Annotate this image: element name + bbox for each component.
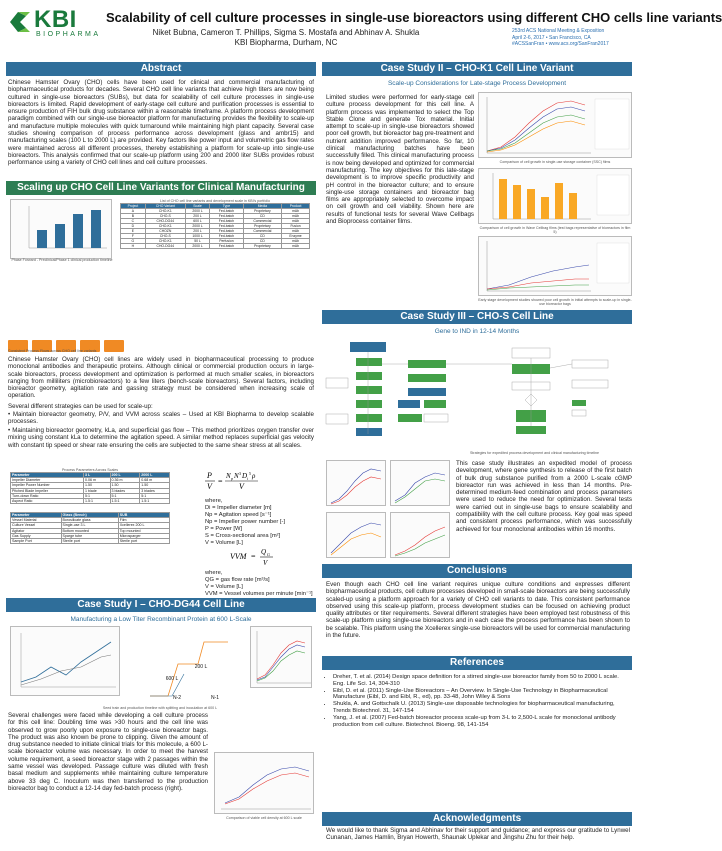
case1-growth-svg — [251, 627, 313, 689]
svg-text:V: V — [263, 559, 268, 567]
table-cell: Fed-batch — [210, 219, 243, 224]
cell-line-table-row — [121, 244, 310, 249]
table-cell: 0.06 m — [84, 478, 111, 483]
label-n2: N-2 — [172, 695, 182, 701]
table-cell: CHO-K1 — [145, 224, 185, 229]
table-cell: CD — [243, 239, 282, 244]
table-cell: 3 blades — [140, 488, 170, 493]
table-cell: B — [121, 214, 146, 219]
scaling-heading: Scaling up CHO Cell Line Variants for Clinical Manufacturing — [6, 181, 316, 195]
table-cell: mAb — [282, 209, 310, 214]
conclusions-text: Even though each CHO cell line variant requires unique culture conditions and expresses different biopharmaceutical products, cell culture processes developed in small-scale bioreactors are being successfully scaled-up using a platform approach for a variety of CHO cell variants to date. This consistent performance observed using this scale-up platform, process development studies can be focused on achieving product quality attributes or titer requirements. Several different strategies have been employed test robustness of this scale-up platform using single-use bioreactors and in each case the process performance has been shown to be scalable. This platform using the Xcellerex single-use bioreactors will be used for commercial manufacturing in the future. — [326, 581, 630, 640]
kbi-logo-icon — [8, 8, 32, 36]
label-600l: 600 L — [165, 676, 179, 682]
case1-chart-caption: Comparison of viable cell density at 600 L scale — [226, 816, 302, 820]
table-cell: Product — [282, 204, 310, 209]
reference-item: • Shukla, A. and Gottschalk U. (2013) Single-use disposable technologies for biopharmaceutical manufacturing, Trends Biotechnol. 31, 147-154 — [333, 701, 630, 715]
case1-subheading: Manufacturing a Low Titer Recombinant Protein at 600 L-Scale — [70, 616, 252, 623]
poster-title: Scalability of cell culture processes in single-use bioreactors using different CHO cells line variants — [106, 10, 722, 25]
table-cell: G — [121, 239, 146, 244]
table-cell: A — [121, 209, 146, 214]
table-cell: mAb — [282, 239, 310, 244]
kbi-logo — [8, 6, 101, 42]
svg-text:N: N — [226, 472, 231, 480]
table-cell: 5:1 — [84, 493, 111, 498]
conference-info — [512, 28, 632, 48]
case2-heading: Case Study II – CHO-K1 Cell Line Variant — [322, 62, 632, 76]
svg-text:=: = — [218, 477, 223, 486]
params-caption: Process Parameters Across Scales — [61, 468, 119, 472]
svg-text:5: 5 — [249, 471, 251, 476]
table-cell: Fed-batch — [210, 224, 243, 229]
abstract-text: Chinese Hamster Ovary (CHO) cells have been used for clinical and commercial manufacturing of biopharmaceutical products for decades. Several CHO cell line variants that achieve high titers are now being cultured in single-use bioreactors (SUBs), but data for scalability of cell culture processes in single-use bioreactors is limited. Rapid development of early-stage cell culture and purification processes is essential to ensure production of FIH bulk drug substance within a reasonable timeframe. A platform process development paradigm combined with our single-use bioreactor platform for manufacturing provides the flexibility to scale-up and manufacture multiple molecules with quick turnaround while maintaining high plant capacity. Several case studies showing comparison of process performance across development (glass and ambr15) and manufacturing scales (100 L to 2000 L) are provided. Key factors like power input and volumetric gas flow rates were maintained across all different processes, thereby establishing a platform for scale-up into single-use bioreactors. This analysis confirmed that our scale-up platform using 200 and 2000 liter SUBs provides robust performance using a variety of CHO cell lines and cell culture processes. — [8, 79, 314, 167]
case3-chart-4 — [390, 512, 450, 558]
case2-growth-svg — [479, 237, 633, 297]
table-cell: mAb — [282, 244, 310, 249]
case3-chart-3-svg — [327, 513, 387, 559]
power-equation — [205, 468, 285, 498]
table-cell: 3 blades — [110, 488, 140, 493]
acknowledgments-text: We would like to thank Sigma and Abhinav for their support and guidance; and express our gratitude to Lynwel Cunanan, James Hamlin, Bryan Howerth, Shaunak Uplekar and Jingshu Zhu for their help. — [326, 827, 630, 842]
case3-subheading: Gene to IND in 12-14 Months — [434, 328, 520, 335]
cell-line-table-grid — [120, 203, 310, 249]
svg-text:ρ: ρ — [252, 472, 256, 480]
params2-row — [11, 538, 170, 543]
case2-subheading: Scale-up Considerations for Late-stage Process Development — [387, 80, 567, 87]
table-cell: Vessel Material — [11, 518, 62, 523]
table-cell: 1000 L — [185, 234, 209, 239]
table-cell: Agitator — [11, 528, 62, 533]
case1-text: Several challenges were faced while developing a cell culture process for this cell line: Doubling time was >30 hours and the cell line was observed to grow poorly upon exposure to single-use bioreactor bags. The product was also known be prone to clipping. Given the amount of drug substance needed to initiate clinical trials for this molecule, a 600 L-scale bioreactor volume was necessary. In order to meet the harvest volume requirement, a seed bioreactor stage with 2 passages within the same vessel was developed. Passage culture was diluted with fresh basal medium and supplements while maintaining culture temperature above 33 deg C. Inoculum was then transferred to the production bioreactor bag to conduct a 12-14 day fed-batch process (right). — [8, 712, 208, 792]
table-cell: Parameter — [11, 513, 62, 518]
reference-item: • Dreher, T. et al. (2014) Design space definition for a stirred single-use bioreactor family from 50 to 2000 L scale. Eng. Life Sci. 14, 304-310 — [333, 674, 630, 688]
case1-heading: Case Study I – CHO-DG44 Cell Line — [6, 598, 316, 612]
table-cell: Commercial — [243, 229, 282, 234]
svg-text:=: = — [251, 552, 256, 561]
table-cell: Fed-batch — [210, 214, 243, 219]
case3-flow-caption: Strategies for expedited process development and clinical manufacturing timeline — [470, 451, 600, 455]
table-cell: Proprietary — [243, 209, 282, 214]
reference-item: • Eibl, D. et al. (2011) Single-Use Bioreactors – An Overview. In Single-Use Technology in Biopharmaceutical Manufacture (Eibl, D. and Eibl, R., ed), pp. 33-48, John Wiley & Sons — [333, 688, 630, 702]
case1-timeline-svg — [11, 627, 121, 697]
table-cell: E — [121, 229, 146, 234]
params-row — [11, 498, 170, 503]
table-cell: mAb — [282, 214, 310, 219]
table-cell: Sample Port — [11, 538, 62, 543]
table-cell: Top mounted — [118, 528, 169, 533]
table-cell: Culture Vessel — [11, 523, 62, 528]
table-cell: Perfusion — [210, 239, 243, 244]
table-cell: CHO-K1 — [145, 209, 185, 214]
scaling-bullet-1: • Maintain bioreactor geometry, P/V, and VVM across scales – Used at KBI Biopharma to develop scalable processes. — [8, 411, 314, 426]
case2-growth-chart — [478, 236, 632, 296]
table-cell: Project — [121, 204, 146, 209]
case1-growth-chart — [250, 626, 312, 688]
table-cell: Sparge tube — [61, 533, 118, 538]
cell-line-table-title: List of CHO cell line variants and development scale in KBI's portfolio — [160, 199, 270, 203]
svg-text:V: V — [207, 482, 212, 491]
svg-text:N: N — [234, 472, 239, 480]
vvm-equation-description: where, QG = gas flow rate [m³/s] V = Volume [L] VVM = Vessel volumes per minute [min⁻¹] — [205, 570, 313, 597]
table-cell: 5:1 — [140, 493, 170, 498]
case3-chart-3 — [326, 512, 386, 558]
svg-text:p: p — [231, 476, 233, 481]
table-cell: Microsparger — [118, 533, 169, 538]
table-cell: F — [121, 234, 146, 239]
table-cell: Parameter — [11, 473, 84, 478]
params-row — [11, 478, 170, 483]
svg-text:Q: Q — [261, 548, 267, 556]
svg-text:i: i — [247, 476, 249, 481]
case2-bar-svg — [479, 169, 633, 225]
table-cell: CHO-K1 — [145, 239, 185, 244]
params-row — [11, 488, 170, 493]
logo-text: KBI — [34, 6, 77, 33]
scaling-figure-caption: Phase Forward - Preclinical/Phase 1 clinical production timeline — [11, 258, 113, 262]
table-cell: Type — [210, 204, 243, 209]
params-table-2 — [10, 512, 170, 544]
case3-text: This case study illustrates an expedited model of process development, where gene synthesis to release of the first batch of bulk drug substance purified from a 2000 L-scale cGMP bioreactor run was achieved in less than 14 months. Pre-determined medium-feed combination and process parameters were used to reduce the need for optimization. Several tests were carried out in single-use bags to ensure scalability and compatibility with the cell culture process. Key goal was speed and consistent process performance, which was successfully achieved for four monoclonal antibodies within 16 months. — [456, 460, 632, 533]
case3-chart-2 — [390, 460, 450, 506]
table-cell: CHO Variant — [145, 204, 185, 209]
table-cell: 1.5:1 — [140, 498, 170, 503]
table-cell: Glass (Bench) — [61, 513, 118, 518]
svg-text:V: V — [239, 482, 244, 491]
params-row — [11, 493, 170, 498]
table-cell: 1.5:1 — [84, 498, 111, 503]
table-cell: Commercial — [243, 219, 282, 224]
conference-line-2: April 2-6, 2017 • San Francisco, CA — [512, 34, 591, 41]
table-cell: 1.50 — [84, 483, 111, 488]
case1-figure-caption: Seed train and production timeline with splitting and inoculation at 600 L — [102, 706, 218, 710]
table-cell: CHOZN — [145, 229, 185, 234]
case1-bar-svg — [215, 753, 315, 815]
case3-chart-2-svg — [391, 461, 451, 507]
table-cell: Fed-batch — [210, 244, 243, 249]
table-cell: CD — [243, 234, 282, 239]
case2-bar-chart — [478, 168, 632, 224]
svg-text:G: G — [267, 552, 270, 557]
scaling-footnote: Consistent Process Flows across CHO cell line variants — [8, 349, 97, 353]
table-cell: 3 L — [84, 473, 111, 478]
conference-line-3: #ACSSanFran • www.acs.org/SanFran2017 — [512, 41, 609, 47]
table-cell: Enzyme — [282, 234, 310, 239]
table-cell: 0.36 m — [110, 478, 140, 483]
conclusions-heading: Conclusions — [322, 564, 632, 578]
table-cell: Film — [118, 518, 169, 523]
table-cell: Scale — [185, 204, 209, 209]
table-cell: 200 L — [110, 473, 140, 478]
table-cell: 2000 L — [185, 224, 209, 229]
table-cell: C — [121, 219, 146, 224]
table-cell: 2000 L — [185, 209, 209, 214]
params-table-1-grid — [10, 472, 170, 504]
table-cell: 600 L — [185, 219, 209, 224]
process-flow-diagram — [8, 338, 128, 356]
table-cell: CHO-DG44 — [145, 219, 185, 224]
case2-chart1-caption: Comparison of cell growth in single-use storage container (SSC) films — [499, 160, 611, 164]
table-cell: Media — [243, 204, 282, 209]
table-cell: Impeller Diameter — [11, 478, 84, 483]
table-cell: Proprietary — [243, 244, 282, 249]
label-n1: N-1 — [210, 695, 220, 701]
svg-text:D: D — [242, 472, 248, 480]
table-cell: SUB — [118, 513, 169, 518]
case2-chart2-caption: Comparison of cell growth in Wave Cellbag films (test bags representative of bioreactors in film 5) — [479, 226, 631, 234]
table-cell: Bottom mounted — [61, 528, 118, 533]
table-cell: 2000 L — [185, 244, 209, 249]
svg-text:P: P — [207, 471, 212, 480]
label-200l: 200 L — [194, 664, 208, 670]
table-cell: Pitched Blade Impeller — [11, 488, 84, 493]
svg-text:VVM: VVM — [230, 552, 247, 561]
poster-affiliation: KBI Biopharma, Durham, NC — [234, 38, 338, 47]
table-cell: 5:1 — [110, 493, 140, 498]
table-cell: Aspect Ratio — [11, 498, 84, 503]
table-cell: Proprietary — [243, 224, 282, 229]
table-cell: Gas Supply — [11, 533, 62, 538]
table-cell: CHO-S — [145, 234, 185, 239]
table-cell: Impeller Power Number — [11, 483, 84, 488]
params-table-2-grid — [10, 512, 170, 544]
conference-line-1: 253rd ACS National Meeting & Exposition — [512, 28, 605, 34]
table-cell: 1.50 — [140, 483, 170, 488]
case2-line-chart — [478, 92, 632, 158]
scaling-text-1: Chinese Hamster Ovary (CHO) cell lines are widely used in biopharmaceutical processing to produce monoclonal antibodies and therapeutic proteins. Although clinical or commercial production occurs in large-scale bioreactors, process development and optimization is performed at much smaller scales, in bioreactors ranging from milliliters (microbioreactors) to a few liters (bench-scale bioreactors). Several factors, including bioreactor geometry, agitation rate and gassing strategy must be considered when increasing scale of operation. — [8, 356, 314, 400]
logo-subtext: BIOPHARMA — [36, 31, 101, 38]
case2-chart3-caption: Early stage development studies showed poor cell growth in initial attempts to scale-up in single-use bioreactor bags — [478, 298, 632, 306]
references-heading: References — [322, 656, 632, 670]
table-cell: Fed-batch — [210, 209, 243, 214]
table-cell: 200 L — [185, 214, 209, 219]
table-cell: 200 L — [185, 229, 209, 234]
scaling-bar-chart-svg — [11, 200, 113, 260]
cell-line-table — [120, 199, 310, 249]
table-cell: D — [121, 224, 146, 229]
table-cell: Fed-batch — [210, 234, 243, 239]
table-cell: Fusion — [282, 224, 310, 229]
case3-chart-1-svg — [327, 461, 387, 507]
acknowledgments-heading: Acknowledgments — [322, 812, 632, 826]
params-row — [11, 483, 170, 488]
case2-text: Limited studies were performed for early-stage cell culture process development for this cell line. A platform process was implemented to select the Top Stable Clone and generate Tox material. Initial attempt to scale-up in single-use bioreactors showed poor cell growth, but bioreactor bag pre-treatment and nutrient addition improved performance. So far, 10 clinical manufacturing batches have been successfully filled. This clinical manufacturing process is now being developed and optimized for commercial manufacturing. The key objectives for this late-stage development is to improve specific productivity and pH control in the bioreactor culture; and to ensure single-use storage containers and bioreactor bag films are appropriately selected to overcome impact on cell growth and cell viability. Shown here are results of functional tests for several Wave Cellbags and Bioprocess container films. — [326, 94, 474, 226]
params-table-1 — [10, 468, 170, 504]
table-cell: 1.50 — [110, 483, 140, 488]
table-cell: Sterile port — [61, 538, 118, 543]
power-equation-description: where, Di = Impeller diameter [m] Np = Agitation speed [s⁻¹] Np = Impeller power number [-] P = Power [W] S = Cross-sectional area [m²] V = Volume [L] — [205, 498, 286, 546]
case3-chart-1 — [326, 460, 386, 506]
scaling-bar-chart — [10, 199, 112, 259]
svg-text:3: 3 — [239, 471, 241, 476]
scaling-text-2: Several different strategies can be used for scale-up: — [8, 403, 153, 410]
case1-bar-chart — [214, 752, 314, 814]
table-cell: mAb — [282, 229, 310, 234]
table-cell: Turn-down Ratio — [11, 493, 84, 498]
table-cell: Sterile port — [118, 538, 169, 543]
case3-chart-4-svg — [391, 513, 451, 559]
table-cell: 0.68 m — [140, 478, 170, 483]
case3-heading: Case Study III – CHO-S Cell Line — [322, 310, 632, 324]
table-cell: 2000 L — [140, 473, 170, 478]
table-cell: CD — [243, 214, 282, 219]
table-cell: 50 L — [185, 239, 209, 244]
case1-timeline-chart — [10, 626, 120, 696]
table-cell: CHO-S — [145, 214, 185, 219]
scaling-bullet-2: • Maintaining bioreactor geometry, kLa, and superficial gas flow – This method prioritizes oxygen transfer over mixing using constant kLa to determine the agitation speed. A similar method replaces superficial gas velocity with constant tip speed or shear rate ensuring the cells are subjected to the same shear stress at all scales. — [8, 427, 314, 449]
reference-item: • Yang, J. et al. (2007) Fed-batch bioreactor process scale-up from 3-L to 2,500-L scale for monoclonal antibody production from cell culture. Biotechnol. Bioeng. 98, 141-154 — [333, 715, 630, 729]
abstract-heading: Abstract — [6, 62, 316, 76]
table-cell: Xcellerex 200 L — [118, 523, 169, 528]
table-cell: Single-use 3 L — [61, 523, 118, 528]
references-list — [326, 674, 630, 728]
poster-authors: Niket Bubna, Cameron T. Phillips, Sigma S. Mostafa and Abhinav A. Shukla — [152, 28, 420, 37]
table-cell: mAb — [282, 219, 310, 224]
case3-flow-diagram — [326, 338, 632, 460]
table-cell: CHO-DG44 — [145, 244, 185, 249]
case2-line-svg — [479, 93, 633, 159]
table-cell: Borosilicate glass — [61, 518, 118, 523]
table-cell: Fed-batch — [210, 229, 243, 234]
table-cell: H — [121, 244, 146, 249]
table-cell: 1 blade — [84, 488, 111, 493]
poster-header — [0, 0, 722, 56]
vvm-equation — [230, 545, 290, 569]
table-cell: 1.5:1 — [110, 498, 140, 503]
